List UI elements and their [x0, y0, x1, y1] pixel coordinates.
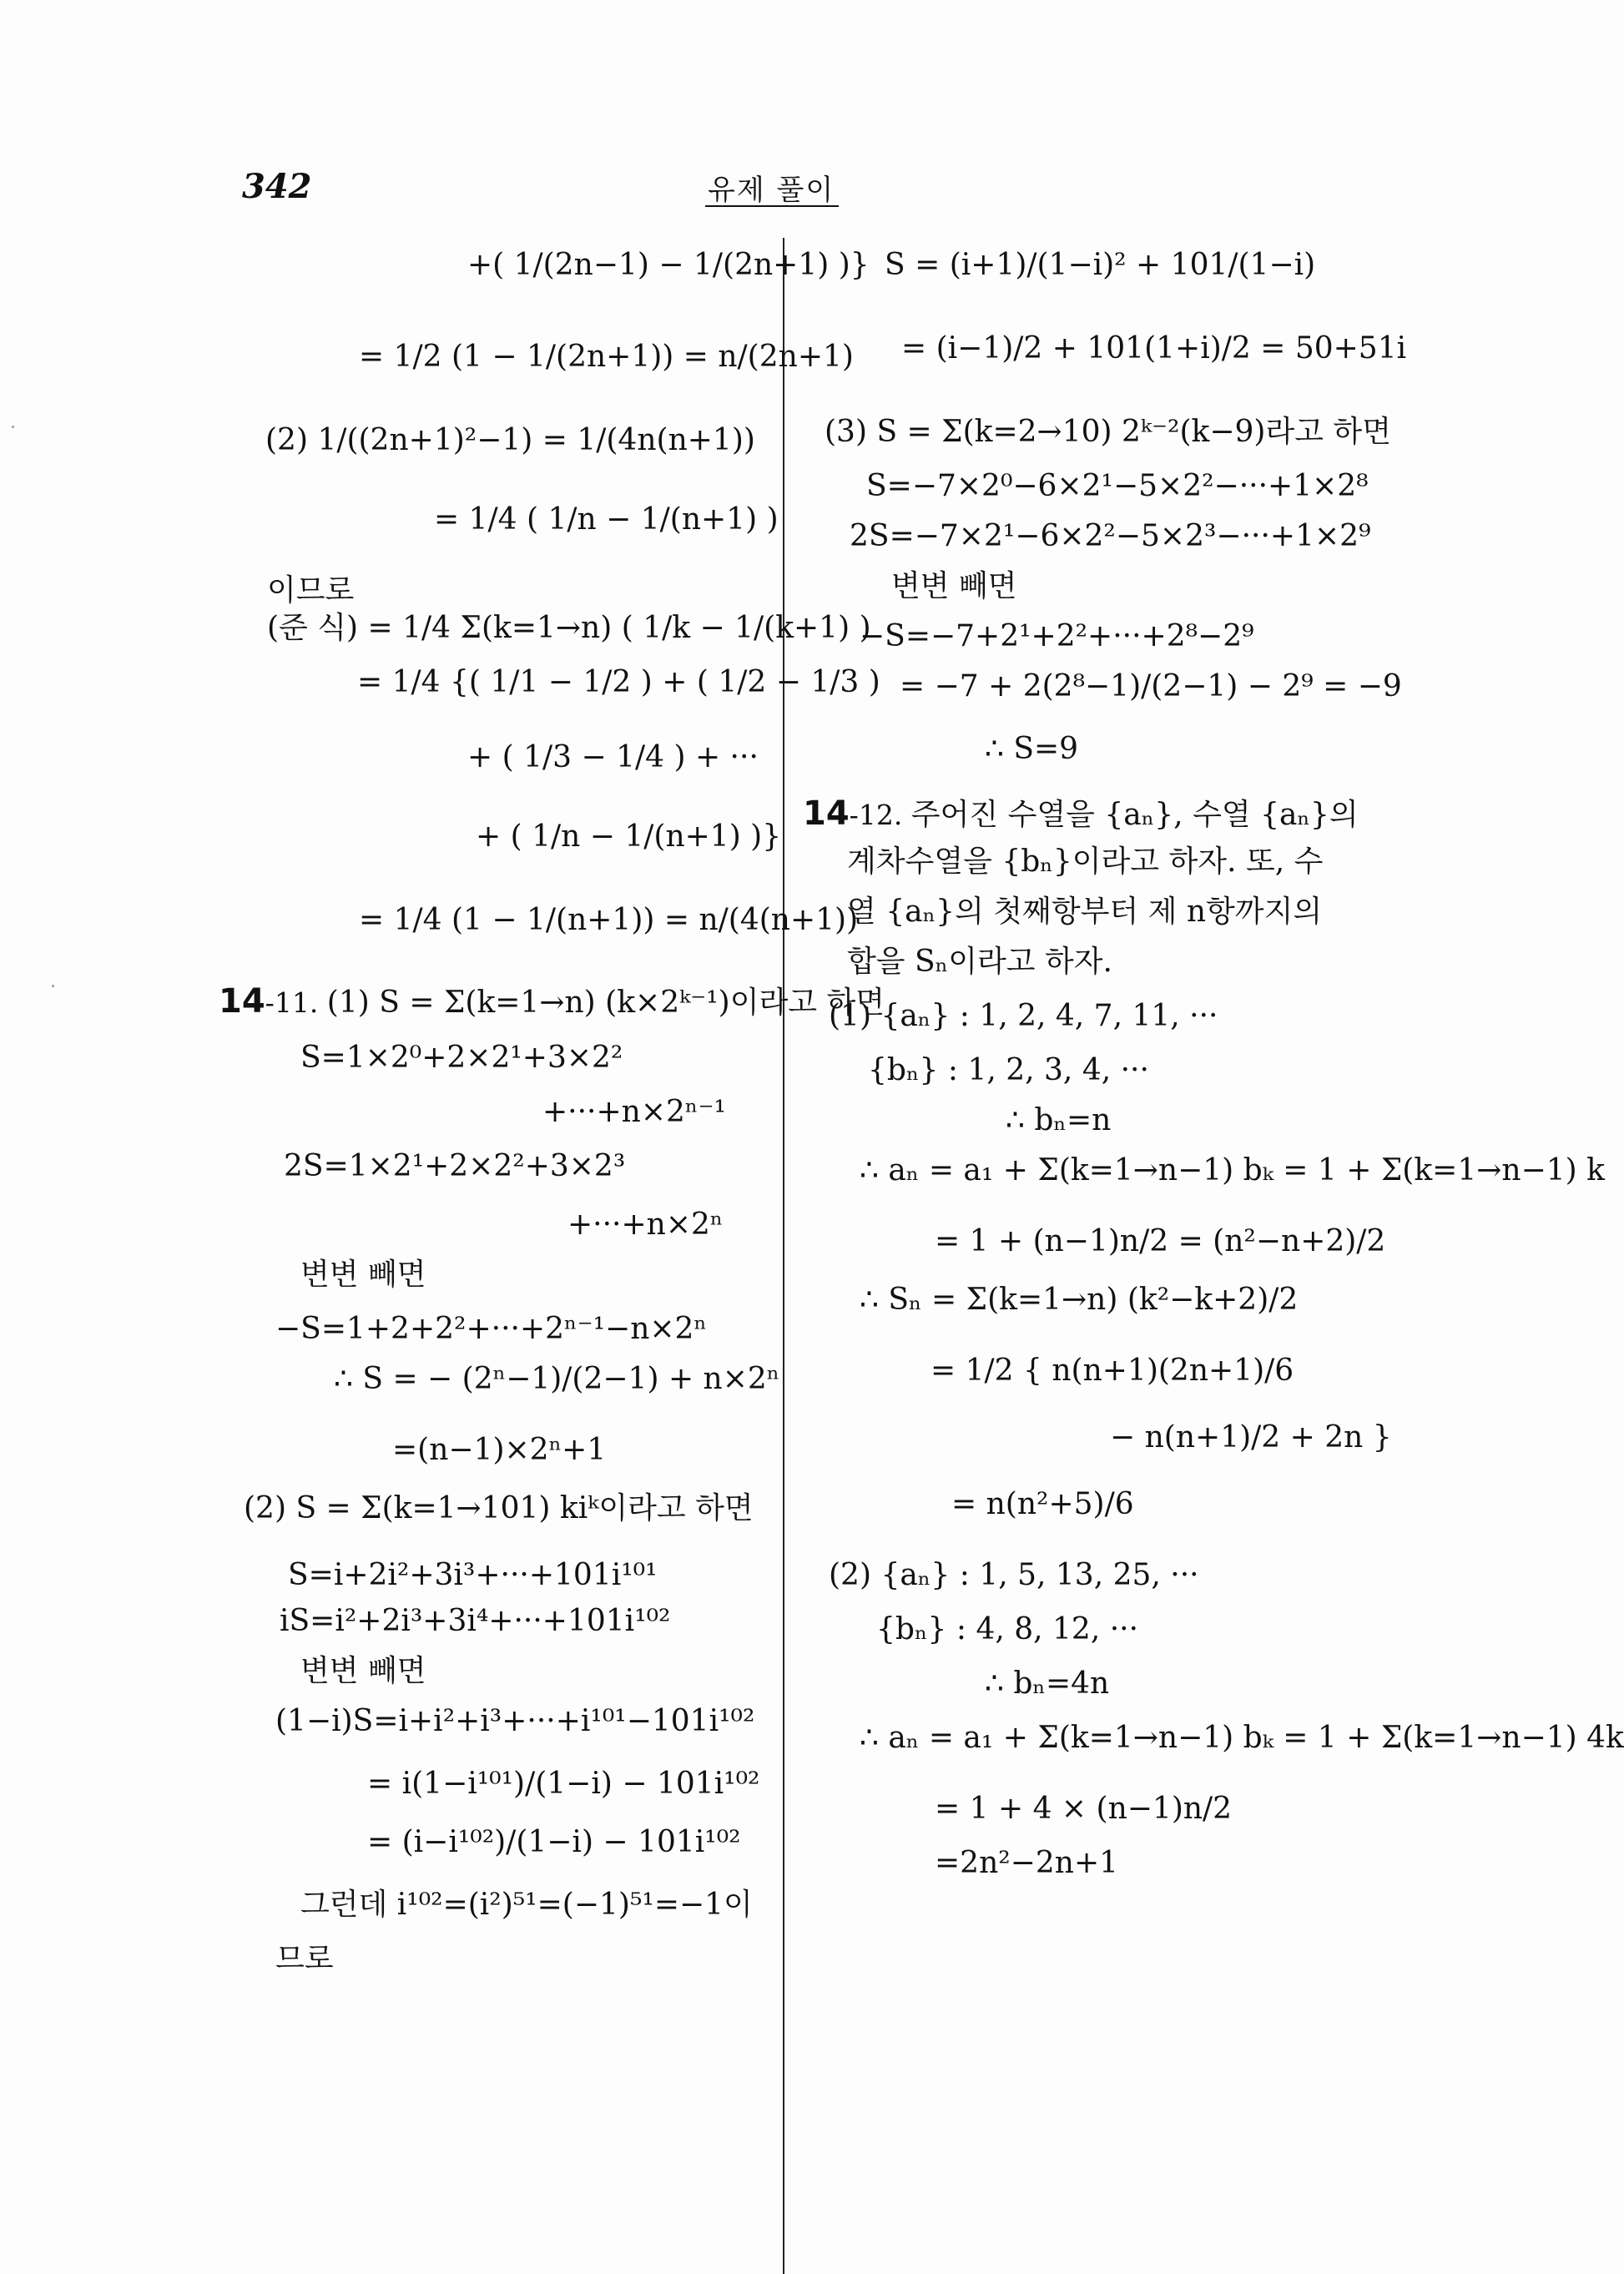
solution-text: ∴ bₙ=n [1006, 1103, 1112, 1137]
problem-number: 14 [219, 982, 265, 1021]
left-line [392, 1435, 606, 1465]
solution-text: ∴ S = − (2ⁿ−1)/(2−1) + n×2ⁿ [334, 1362, 780, 1396]
solution-text: 주어진 수열을 {aₙ}, 수열 {aₙ}의 [910, 798, 1359, 832]
problem-number: 14 [803, 794, 850, 833]
left-line [275, 1704, 755, 1738]
solution-text: (1) {aₙ} : 1, 2, 4, 7, 11, ··· [829, 999, 1218, 1033]
solution-text: (2) 1/((2n+1)²−1) = 1/(4n(n+1)) [265, 423, 755, 457]
right-line [847, 947, 1112, 977]
solution-text: S=−7×2⁰−6×2¹−5×2²−···+1×2⁸ [866, 469, 1369, 503]
left-line [280, 1606, 671, 1636]
solution-text: S=1×2⁰+2×2¹+3×2² [300, 1041, 623, 1075]
right-line [847, 847, 1323, 877]
right-line [876, 1612, 1139, 1646]
solution-text: = 1 + 4 × (n−1)n/2 [935, 1792, 1233, 1826]
left-line [476, 819, 782, 854]
solution-text: = 1/4 (1 − 1/(n+1)) = n/(4(n+1)) [359, 903, 859, 937]
right-line [829, 1001, 1218, 1031]
right-line [885, 250, 1315, 280]
solution-text: {bₙ} : 1, 2, 3, 4, ··· [868, 1053, 1149, 1087]
solution-text: (1) S = Σ(k=1→n) (k×2ᵏ⁻¹)이라고 하면 [326, 986, 885, 1020]
solution-text: (준 식) = 1/4 Σ(k=1→n) ( 1/k − 1/(k+1) ) [267, 611, 871, 645]
solution-text: −S=1+2+2²+···+2ⁿ⁻¹−n×2ⁿ [275, 1312, 708, 1346]
right-line [860, 1153, 1605, 1187]
right-line [803, 794, 1359, 833]
solution-text: (1−i)S=i+i²+i³+···+i¹⁰¹−101i¹⁰² [275, 1704, 755, 1738]
solution-text: 2S=−7×2¹−6×2²−5×2³−···+1×2⁹ [850, 519, 1371, 553]
solution-text: ∴ aₙ = a₁ + Σ(k=1→n−1) bₖ = 1 + Σ(k=1→n−1) 4k [860, 1721, 1624, 1755]
solution-text: (2) {aₙ} : 1, 5, 13, 25, ··· [829, 1558, 1199, 1592]
scan-speck [52, 985, 54, 987]
right-line [1006, 1103, 1112, 1137]
right-line [891, 569, 1017, 603]
column-divider [783, 238, 784, 2274]
solution-text: (3) S = Σ(k=2→10) 2ᵏ⁻²(k−9)라고 하면 [825, 415, 1391, 449]
left-line [300, 1656, 426, 1687]
solution-text: 므로 [275, 1942, 334, 1976]
scan-speck [12, 426, 14, 428]
right-line [825, 417, 1391, 447]
solution-text: {bₙ} : 4, 8, 12, ··· [876, 1612, 1139, 1646]
right-line [985, 1666, 1110, 1701]
solution-text: iS=i²+2i³+3i⁴+···+101i¹⁰² [280, 1604, 671, 1638]
solution-text: S = (i+1)/(1−i)² + 101/(1−i) [885, 248, 1316, 282]
right-line [951, 1487, 1134, 1521]
right-line [829, 1558, 1199, 1592]
right-line [931, 1356, 1294, 1386]
problem-subnumber: -12. [849, 799, 911, 831]
solution-text: 합을 Sₙ이라고 하자. [847, 945, 1112, 979]
right-line [850, 519, 1371, 553]
left-line [219, 982, 885, 1021]
solution-text: 변변 빼면 [300, 1654, 426, 1688]
problem-subnumber: -11. [265, 986, 327, 1019]
solution-text: = 1 + (n−1)n/2 = (n²−n+2)/2 [935, 1224, 1386, 1258]
solution-text: = 1/2 (1 − 1/(2n+1)) = n/(2n+1) [359, 340, 854, 374]
left-line [467, 740, 759, 774]
solution-text: +( 1/(2n−1) − 1/(2n+1) )} [467, 248, 870, 282]
left-line [542, 1097, 726, 1127]
solution-text: 그런데 i¹⁰²=(i²)⁵¹=(−1)⁵¹=−1이 [300, 1888, 753, 1922]
solution-text: 이므로 [267, 573, 355, 608]
right-line [935, 1848, 1118, 1878]
right-line [860, 1723, 1624, 1753]
left-line [265, 423, 755, 457]
solution-text: +···+n×2ⁿ [567, 1208, 724, 1242]
solution-text: 변변 빼면 [300, 1258, 426, 1292]
left-line [359, 342, 854, 372]
solution-text: + ( 1/n − 1/(n+1) )} [476, 819, 782, 854]
solution-text: + ( 1/3 − 1/4 ) + ··· [467, 740, 759, 774]
left-line [275, 1314, 707, 1344]
solution-text: 변변 빼면 [891, 569, 1017, 603]
solution-text: =2n²−2n+1 [935, 1846, 1119, 1880]
solution-text: = n(n²+5)/6 [951, 1487, 1134, 1521]
title-underline [705, 205, 839, 207]
right-line [860, 619, 1254, 653]
solution-text: = 1/4 ( 1/n − 1/(n+1) ) [434, 502, 779, 537]
solution-text: 2S=1×2¹+2×2²+3×2³ [284, 1149, 626, 1183]
solution-text: =(n−1)×2ⁿ+1 [392, 1433, 607, 1467]
right-line [866, 471, 1369, 502]
left-line [288, 1558, 658, 1592]
solution-text: = −7 + 2(2⁸−1)/(2−1) − 2⁹ = −9 [900, 669, 1402, 703]
left-line [567, 1210, 724, 1240]
right-line [985, 734, 1078, 764]
solution-text: +···+n×2ⁿ⁻¹ [542, 1095, 726, 1129]
solution-text: = (i−i¹⁰²)/(1−i) − 101i¹⁰² [367, 1825, 741, 1859]
left-line [334, 1364, 779, 1394]
left-line [300, 1890, 753, 1920]
left-line [300, 1260, 426, 1290]
right-line [935, 1224, 1386, 1258]
solution-text: ∴ Sₙ = Σ(k=1→n) (k²−k+2)/2 [860, 1283, 1299, 1317]
page-title: 유제 풀이 [708, 174, 835, 207]
right-line [1110, 1420, 1392, 1455]
solution-text: 계차수열을 {bₙ}이라고 하자. 또, 수 [847, 845, 1324, 879]
solution-text: −S=−7+2¹+2²+···+2⁸−2⁹ [860, 619, 1254, 653]
solution-text: = (i−1)/2 + 101(1+i)/2 = 50+51i [901, 331, 1407, 366]
right-line [900, 669, 1402, 703]
solution-text: ∴ bₙ=4n [985, 1666, 1110, 1701]
left-line [267, 613, 871, 643]
solution-text: = 1/2 { n(n+1)(2n+1)/6 [931, 1354, 1294, 1388]
left-line [367, 1825, 741, 1859]
left-line [357, 665, 880, 699]
right-line [847, 897, 1322, 927]
page-number: 342 [242, 167, 312, 206]
solution-text: S=i+2i²+3i³+···+101i¹⁰¹ [288, 1558, 658, 1592]
solution-text: (2) S = Σ(k=1→101) kiᵏ이라고 하면 [244, 1491, 754, 1525]
right-line [901, 331, 1407, 366]
right-line [935, 1794, 1232, 1824]
right-line [868, 1053, 1149, 1087]
solution-text: ∴ S=9 [985, 732, 1079, 766]
solution-text: − n(n+1)/2 + 2n } [1110, 1420, 1392, 1455]
solution-text: ∴ aₙ = a₁ + Σ(k=1→n−1) bₖ = 1 + Σ(k=1→n−1) k [860, 1153, 1605, 1187]
left-line [300, 1043, 623, 1073]
left-line [359, 905, 858, 935]
left-line [244, 1491, 754, 1525]
left-line [267, 573, 355, 608]
left-line [467, 250, 870, 280]
solution-text: 열 {aₙ}의 첫째항부터 제 n항까지의 [847, 895, 1323, 929]
left-line [275, 1944, 334, 1974]
left-line [284, 1149, 626, 1183]
right-line [860, 1285, 1298, 1315]
solution-text: = i(1−i¹⁰¹)/(1−i) − 101i¹⁰² [367, 1767, 760, 1801]
solution-text: = 1/4 {( 1/1 − 1/2 ) + ( 1/2 − 1/3 ) [357, 665, 880, 699]
left-line [367, 1769, 759, 1799]
left-line [434, 502, 779, 537]
